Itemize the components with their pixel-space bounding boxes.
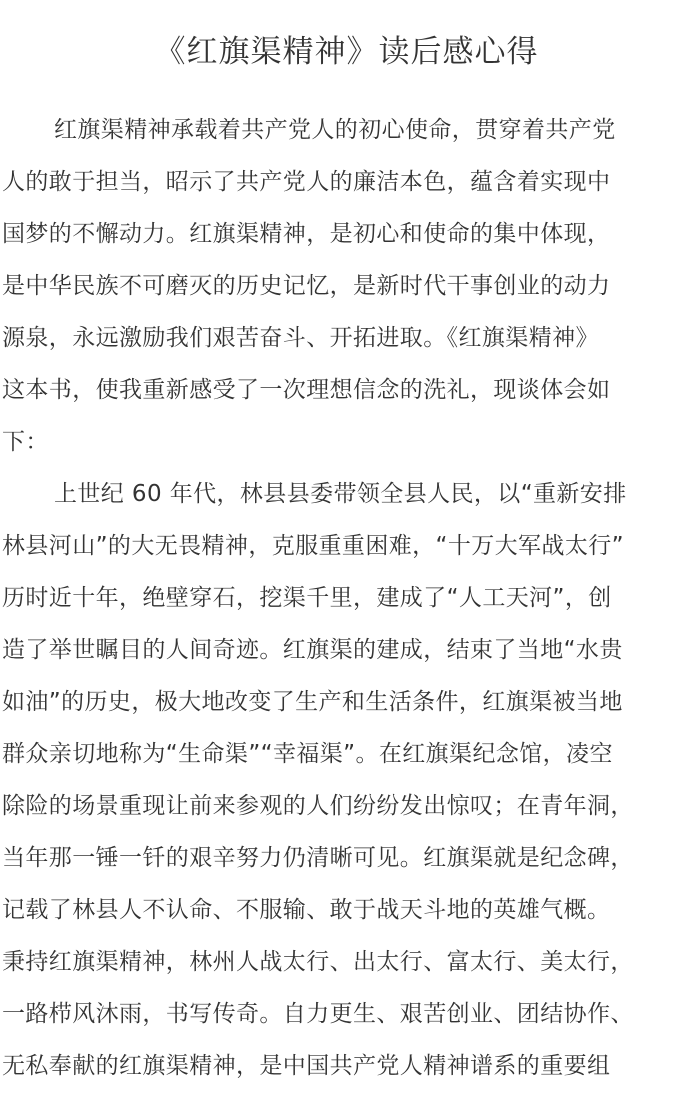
paragraph-line: 除险的场景重现让前来参观的人们纷纷发出惊叹；在青年洞， xyxy=(2,793,634,819)
document-body xyxy=(2,104,693,1092)
paragraph-line: 这本书，使我重新感受了一次理想信念的洗礼，现谈体会如 xyxy=(2,377,611,403)
paragraph-line: 记载了林县人不认命、不服输、敢于战天斗地的英雄气概。 xyxy=(2,897,611,923)
paragraph-line: 群众亲切地称为“生命渠”“幸福渠”。在红旗渠纪念馆，凌空 xyxy=(2,741,613,767)
paragraph-line: 秉持红旗渠精神，林州人战太行、出太行、富太行、美太行， xyxy=(2,949,634,975)
paragraph-line: 是中华民族不可磨灭的历史记忆，是新时代干事创业的动力 xyxy=(2,273,611,299)
paragraph-line: 当年那一锤一钎的艰辛努力仍清晰可见。红旗渠就是纪念碑， xyxy=(2,845,634,871)
paragraph-line: 一路栉风沐雨，书写传奇。自力更生、艰苦创业、团结协作、 xyxy=(2,1001,634,1027)
paragraph-line: 无私奉献的红旗渠精神，是中国共产党人精神谱系的重要组 xyxy=(2,1053,611,1079)
paragraph-line: 林县河山”的大无畏精神，克服重重困难，“十万大军战太行” xyxy=(2,533,624,559)
paragraph-line: 如油”的历史，极大地改变了生产和生活条件，红旗渠被当地 xyxy=(2,689,623,715)
paragraph-line: 下： xyxy=(2,429,49,455)
paragraph-line: 人的敢于担当，昭示了共产党人的廉洁本色，蕴含着实现中 xyxy=(2,169,611,195)
paragraph-line: 源泉，永远激励我们艰苦奋斗、开拓进取。《红旗渠精神》 xyxy=(2,325,599,351)
paragraph-line: 红旗渠精神承载着共产党人的初心使命，贯穿着共产党 xyxy=(54,117,616,143)
paragraph-line: 造了举世瞩目的人间奇迹。红旗渠的建成，结束了当地“水贵 xyxy=(2,637,623,663)
paragraph-line: 历时近十年，绝壁穿石，挖渠千里，建成了“人工天河”，创 xyxy=(2,585,612,611)
document-title: 《红旗渠精神》读后感心得 xyxy=(154,34,539,70)
paragraph-line: 上世纪 60 年代，林县县委带领全县人民，以“重新安排 xyxy=(54,481,627,507)
paragraph-line: 国梦的不懈动力。红旗渠精神，是初心和使命的集中体现， xyxy=(2,221,611,247)
